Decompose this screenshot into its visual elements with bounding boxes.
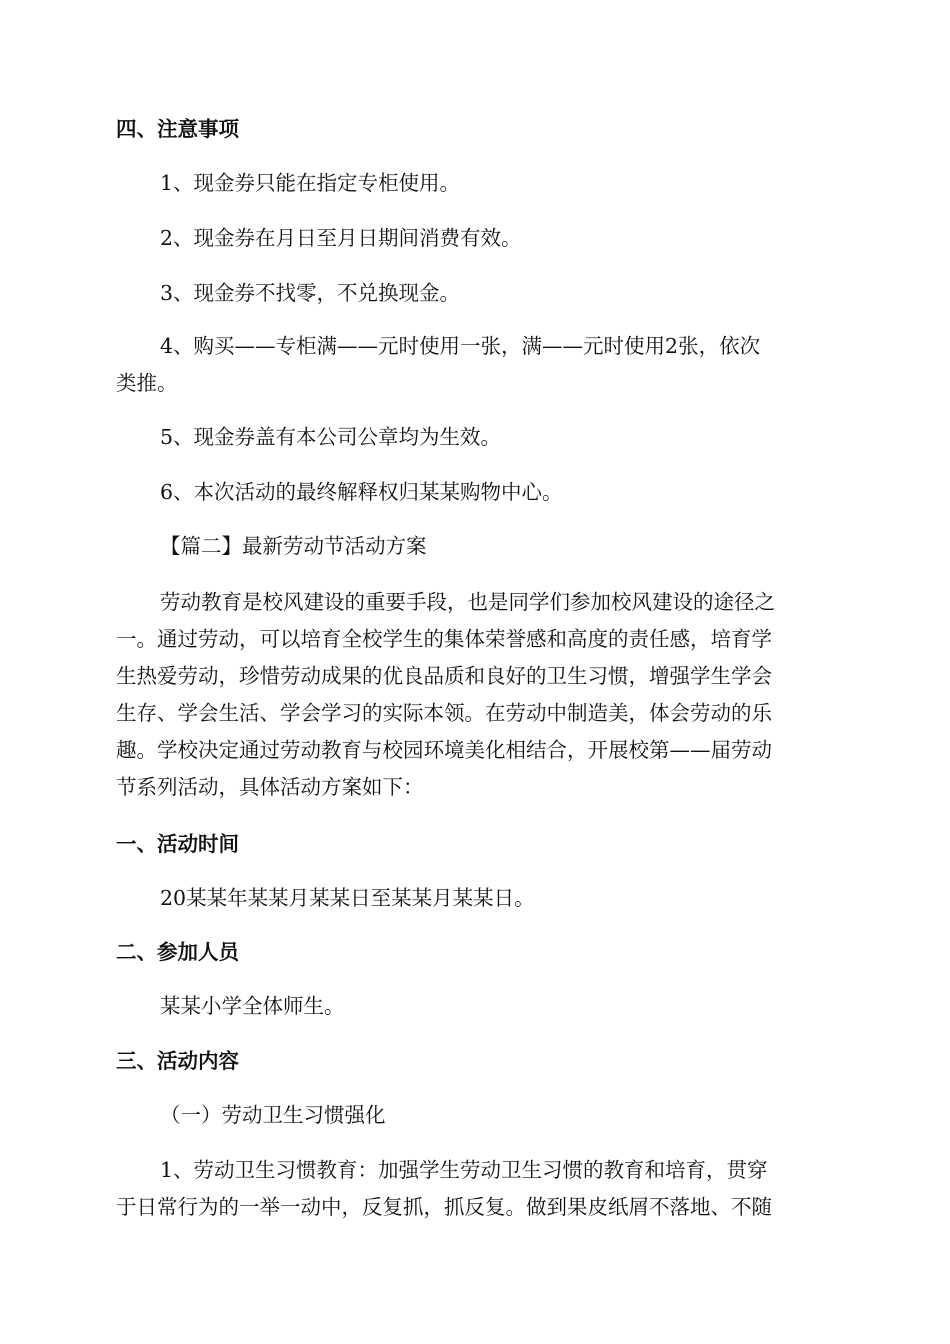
section-heading-participants: 二、参加人员: [116, 940, 239, 964]
note-item: 2、现金券在月日至月日期间消费有效。: [160, 226, 522, 250]
subsection-heading: （一）劳动卫生习惯强化: [160, 1103, 386, 1127]
intro-paragraph-line: 趣。学校决定通过劳动教育与校园环境美化相结合，开展校第——届劳动: [116, 738, 772, 762]
section-text-time: 20某某年某某月某某日至某某月某某日。: [160, 886, 535, 910]
content-paragraph-line: 于日常行为的一举一动中，反复抓，抓反复。做到果皮纸屑不落地、不随: [116, 1195, 772, 1219]
intro-paragraph-line: 一。通过劳动，可以培育全校学生的集体荣誉感和高度的责任感，培育学: [116, 627, 772, 651]
intro-paragraph-line: 生存、学会生活、学会学习的实际本领。在劳动中制造美，体会劳动的乐: [116, 701, 772, 725]
intro-paragraph-line: 劳动教育是校风建设的重要手段，也是同学们参加校风建设的途径之: [160, 590, 775, 614]
section-text-participants: 某某小学全体师生。: [160, 994, 345, 1018]
note-item: 6、本次活动的最终解释权归某某购物中心。: [160, 480, 563, 504]
note-item: 5、现金券盖有本公司公章均为生效。: [160, 425, 502, 449]
section-heading-time: 一、活动时间: [116, 832, 239, 856]
note-item: 1、现金券只能在指定专柜使用。: [160, 171, 461, 195]
part-title: 【篇二】最新劳动节活动方案: [160, 534, 427, 558]
section-heading-content: 三、活动内容: [116, 1049, 239, 1073]
intro-paragraph-line: 节系列活动，具体活动方案如下：: [116, 775, 424, 799]
section-heading-notes: 四、注意事项: [116, 117, 239, 141]
note-item-continued: 类推。: [116, 371, 178, 395]
note-item: 3、现金券不找零，不兑换现金。: [160, 281, 461, 305]
note-item: 4、购买——专柜满——元时使用一张，满——元时使用2张，依次: [160, 334, 761, 358]
intro-paragraph-line: 生热爱劳动，珍惜劳动成果的优良品质和良好的卫生习惯，增强学生学会: [116, 664, 772, 688]
content-paragraph-line: 1、劳动卫生习惯教育：加强学生劳动卫生习惯的教育和培育，贯穿: [160, 1158, 768, 1182]
